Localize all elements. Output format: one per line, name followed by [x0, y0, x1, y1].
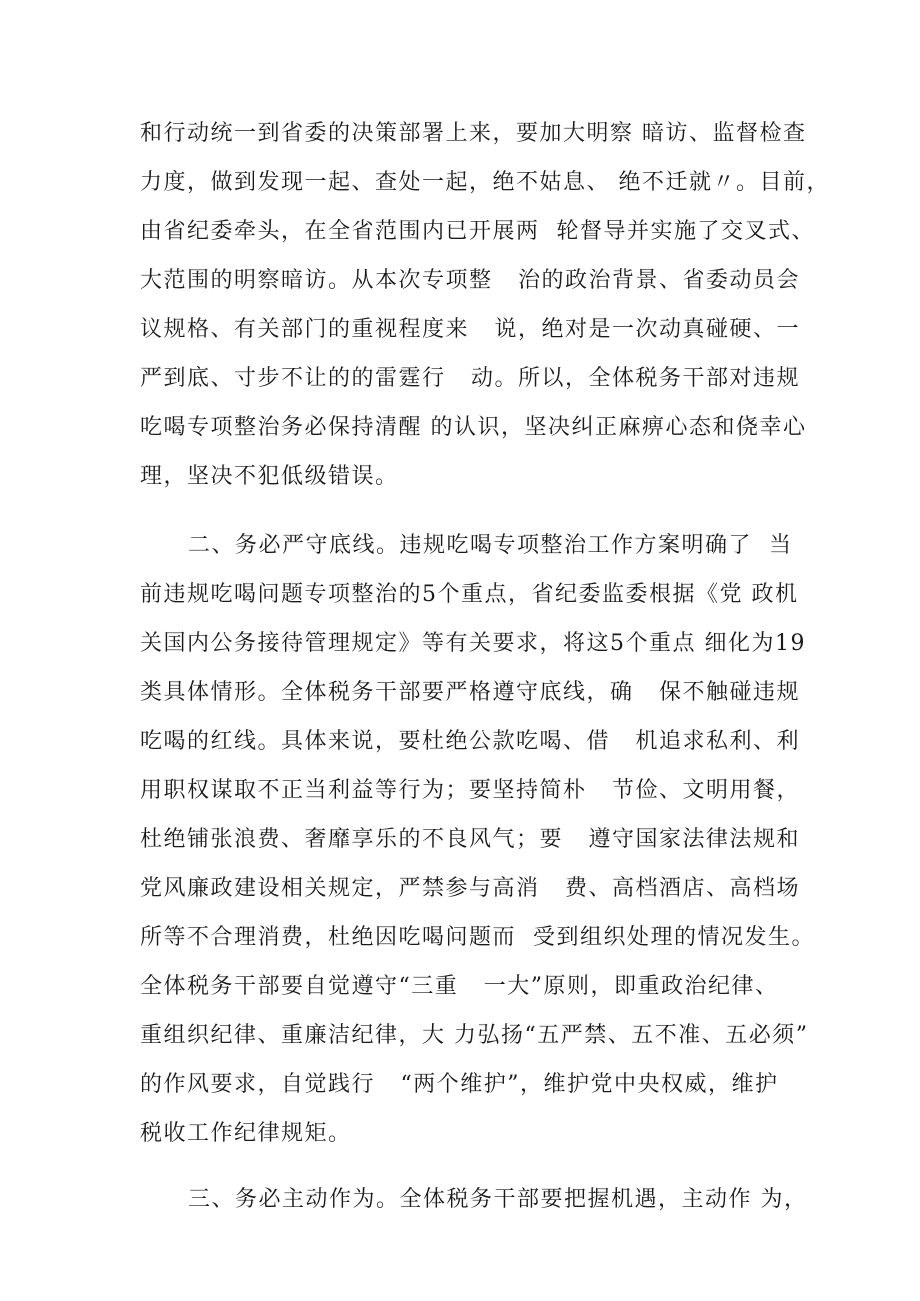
text-line: 所等不合理消费，杜绝因吃喝问题而 受到组织处理的情况发生。: [140, 925, 815, 950]
text-line: 由省纪委牵头，在全省范围内已开展两 轮督导并实施了交叉式、: [140, 219, 815, 244]
text-line: 全体税务干部要自觉遵守“三重 一大”原则，即重政治纪律、: [140, 974, 779, 999]
text-line: 议规格、有关部门的重视程度来 说，绝对是一次动真碰硬、一: [140, 317, 800, 342]
text-line: 关国内公务接待管理规定》等有关要求，将这5个重点 细化为19: [140, 631, 806, 656]
text-line: 类具体情形。全体税务干部要严格遵守底线，确 保不触碰违规: [140, 680, 800, 705]
text-line: 严到底、寸步不让的的雷霆行 动。所以，全体税务干部对违规: [140, 366, 800, 391]
text-line: 力度，做到发现一起、查处一起，绝不姑息、 绝不迁就〃。目前，: [140, 170, 830, 195]
text-line: 重组织纪律、重廉洁纪律，大 力弘扬“五严禁、五不准、五必须”: [140, 1023, 809, 1048]
text-line: 吃喝专项整治务必保持清醒 的认识，坚决纠正麻痹心态和侥幸心: [140, 415, 807, 440]
text-line: 党风廉政建设相关规定，严禁参与高消 费、高档酒店、高档场: [140, 876, 800, 901]
text-line: 和行动统一到省委的决策部署上来，要加大明察 暗访、监督检查: [140, 121, 807, 146]
text-line: 吃喝的红线。具体来说，要杜绝公款吃喝、借 机追求私利、利: [140, 729, 800, 754]
text-line: 理，坚决不犯低级错误。: [140, 464, 399, 489]
text-line: 的作风要求，自觉践行 “两个维护”，维护党中央权威，维护: [140, 1072, 779, 1097]
text-line: 前违规吃喝问题专项整治的5个重点，省纪委监委根据《党 政机: [140, 582, 799, 607]
text-line: 用职权谋取不正当利益等行为；要坚持简朴 节俭、文明用餐，: [140, 778, 800, 803]
text-line: 大范围的明察暗访。从本次专项整 治的政治背景、省委动员会: [140, 268, 800, 293]
paragraph-heading-2: 二、务必严守底线。违规吃喝专项整治工作方案明确了 当: [188, 533, 793, 558]
text-line: 杜绝铺张浪费、奢靡享乐的不良风气；要 遵守国家法律法规和: [140, 827, 800, 852]
paragraph-heading-3: 三、务必主动作为。全体税务干部要把握机遇，主动作 为，: [188, 1187, 808, 1212]
text-line: 税收工作纪律规矩。: [140, 1121, 352, 1146]
